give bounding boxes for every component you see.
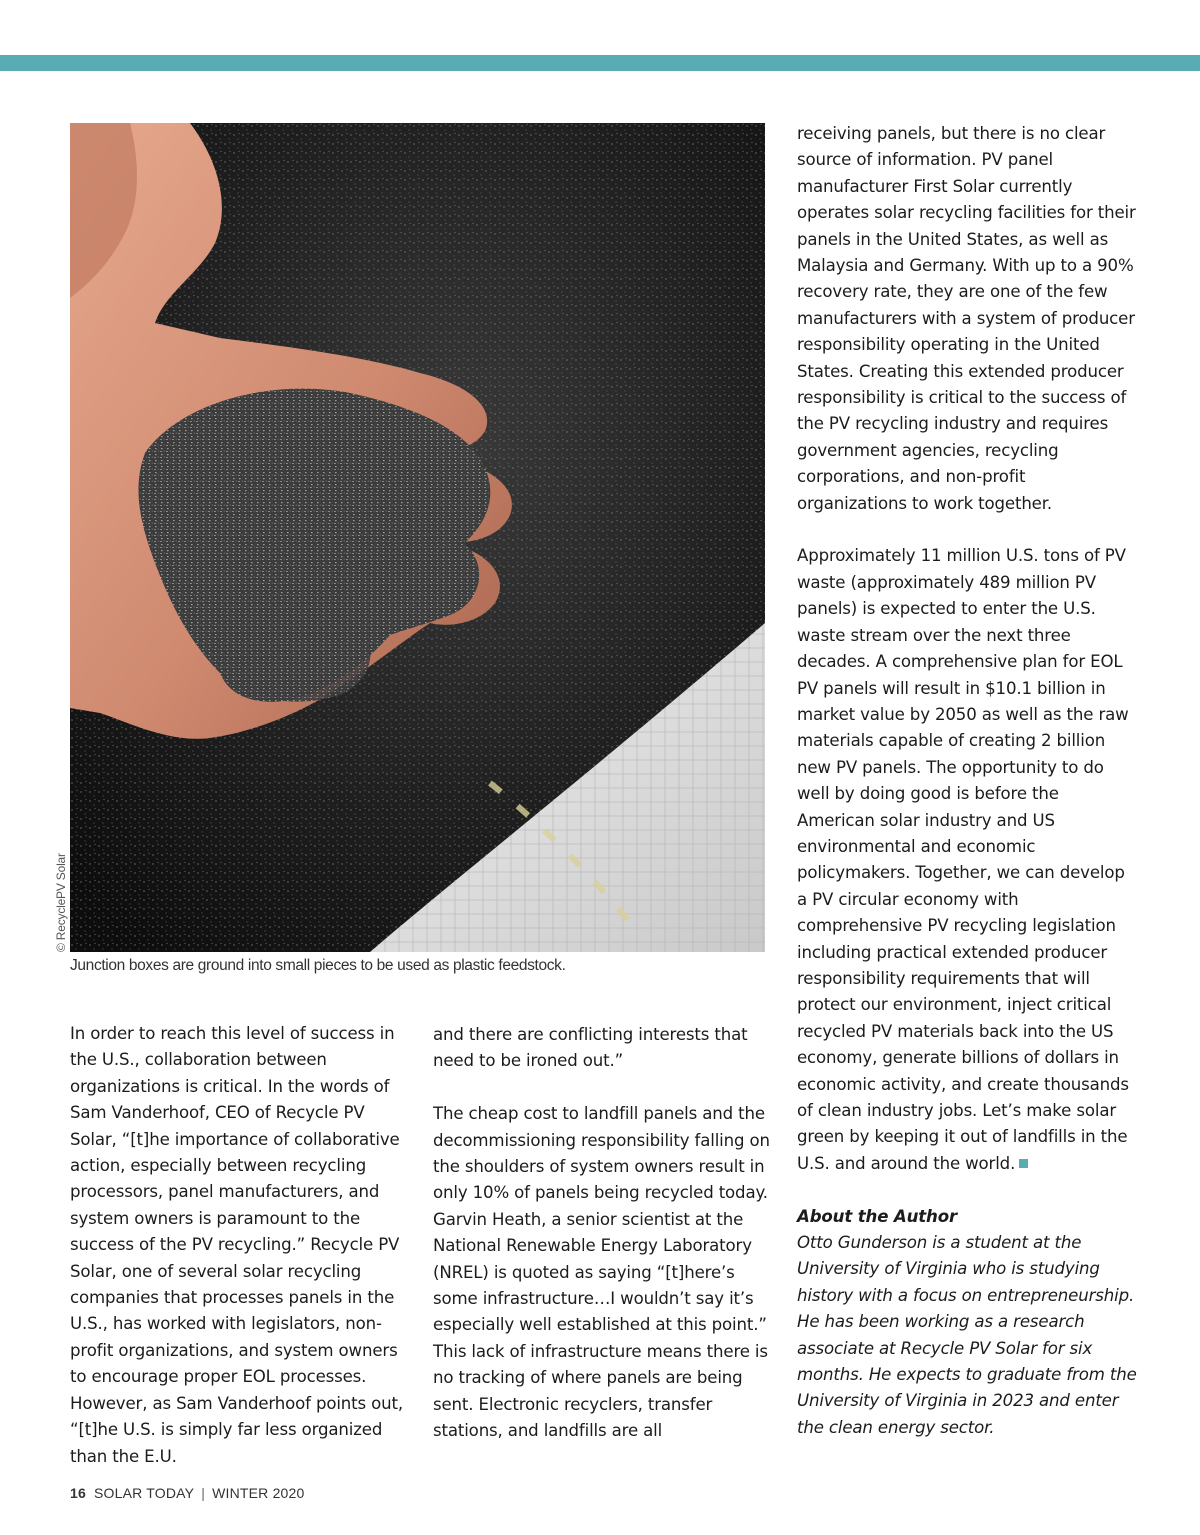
- photo-caption: Junction boxes are ground into small pieces to be used as plastic feedstock.: [70, 957, 566, 974]
- accent-header-bar: [0, 55, 1200, 71]
- page-number: 16: [70, 1485, 86, 1501]
- paragraph: receiving panels, but there is no clear source of information. PV panel manufacturer First Solar currently operates solar recycling facilities for their panels in the United States, as well as Malaysia and Germany. With up to a 90% recovery rate, they are one of the few manufacturers with a system of producer responsibility operating in the United States. Creating this extended producer responsibility is critical to the success of the PV recycling industry and requires government agencies, recycling corporations, and non-profit organizations to work together.: [797, 124, 1136, 513]
- article-column-2: [433, 1022, 773, 1444]
- photo-credit: © RecyclePV Solar: [54, 853, 68, 952]
- footer-separator: |: [201, 1485, 206, 1501]
- paragraph-with-end-mark: [797, 543, 1137, 1177]
- end-of-article-icon: [1019, 1159, 1028, 1168]
- about-author-heading: About the Author: [797, 1206, 958, 1226]
- paragraph: The cheap cost to landfill panels and the decommissioning responsibility falling on the shoulders of system owners result in only 10% of panels being recycled today. Garvin Heath, a senior scientist at the National Renewable Energy Laboratory (NREL) is quoted as saying “[t]here’s some infrastructure…I wouldn’t say it’s especially well established at this point.” This lack of infrastructure means there is no tracking of where panels are being sent. Electronic recyclers, transfer stations, and landfills are all: [433, 1104, 770, 1441]
- paragraph-text: Approximately 11 million U.S. tons of PV waste (approximately 489 million PV panels) is expected to enter the U.S. waste stream over the next three decades. A comprehensive plan for EOL PV panels will result in $10.1 billion in market value by 2050 as well as the raw materials capable of creating 2 billion new PV panels. The opportunity to do well by doing good is before the American solar industry and US environmental and economic policymakers. Together, we can develop a PV circular economy with comprehensive PV recycling legislation including practical extended producer responsibility requirements that will protect our environment, inject critical recycled PV materials back into the US economy, generate billions of dollars in economic activity, and create thousands of clean industry jobs. Let’s make solar green by keeping it out of landfills in the U.S. and around the world.: [797, 546, 1129, 1173]
- article-column-3: [797, 121, 1137, 1441]
- page-footer: [70, 1485, 305, 1501]
- issue-label: WINTER 2020: [212, 1485, 305, 1501]
- article-column-1: [70, 1021, 410, 1470]
- about-the-author: [797, 1204, 1137, 1442]
- paragraph: and there are conflicting interests that need to be ironed out.”: [433, 1025, 748, 1071]
- about-author-body: Otto Gunderson is a student at the University of Virginia who is studying history with a focus on entrepreneurship. He has been working as a research associate at Recycle PV Solar for six months. He expects to graduate from the University of Virginia in 2023 and enter the clean energy sector.: [797, 1233, 1137, 1437]
- publication-name: SOLAR TODAY: [93, 1485, 195, 1501]
- granules-in-hand-illustration: [70, 123, 765, 952]
- article-photo: [70, 123, 765, 952]
- paragraph: In order to reach this level of success in the U.S., collaboration between organizations is critical. In the words of Sam Vanderhoof, CEO of Recycle PV Solar, “[t]he importance of collaborative action, especially between recycling processors, panel manufacturers, and system owners is paramount to the success of the PV recycling.” Recycle PV Solar, one of several solar recycling companies that processes panels in the U.S., has worked with legislators, non-profit organizations, and system owners to encourage proper EOL processes. However, as Sam Vanderhoof points out, “[t]he U.S. is simply far less organized than the E.U.: [70, 1024, 403, 1466]
